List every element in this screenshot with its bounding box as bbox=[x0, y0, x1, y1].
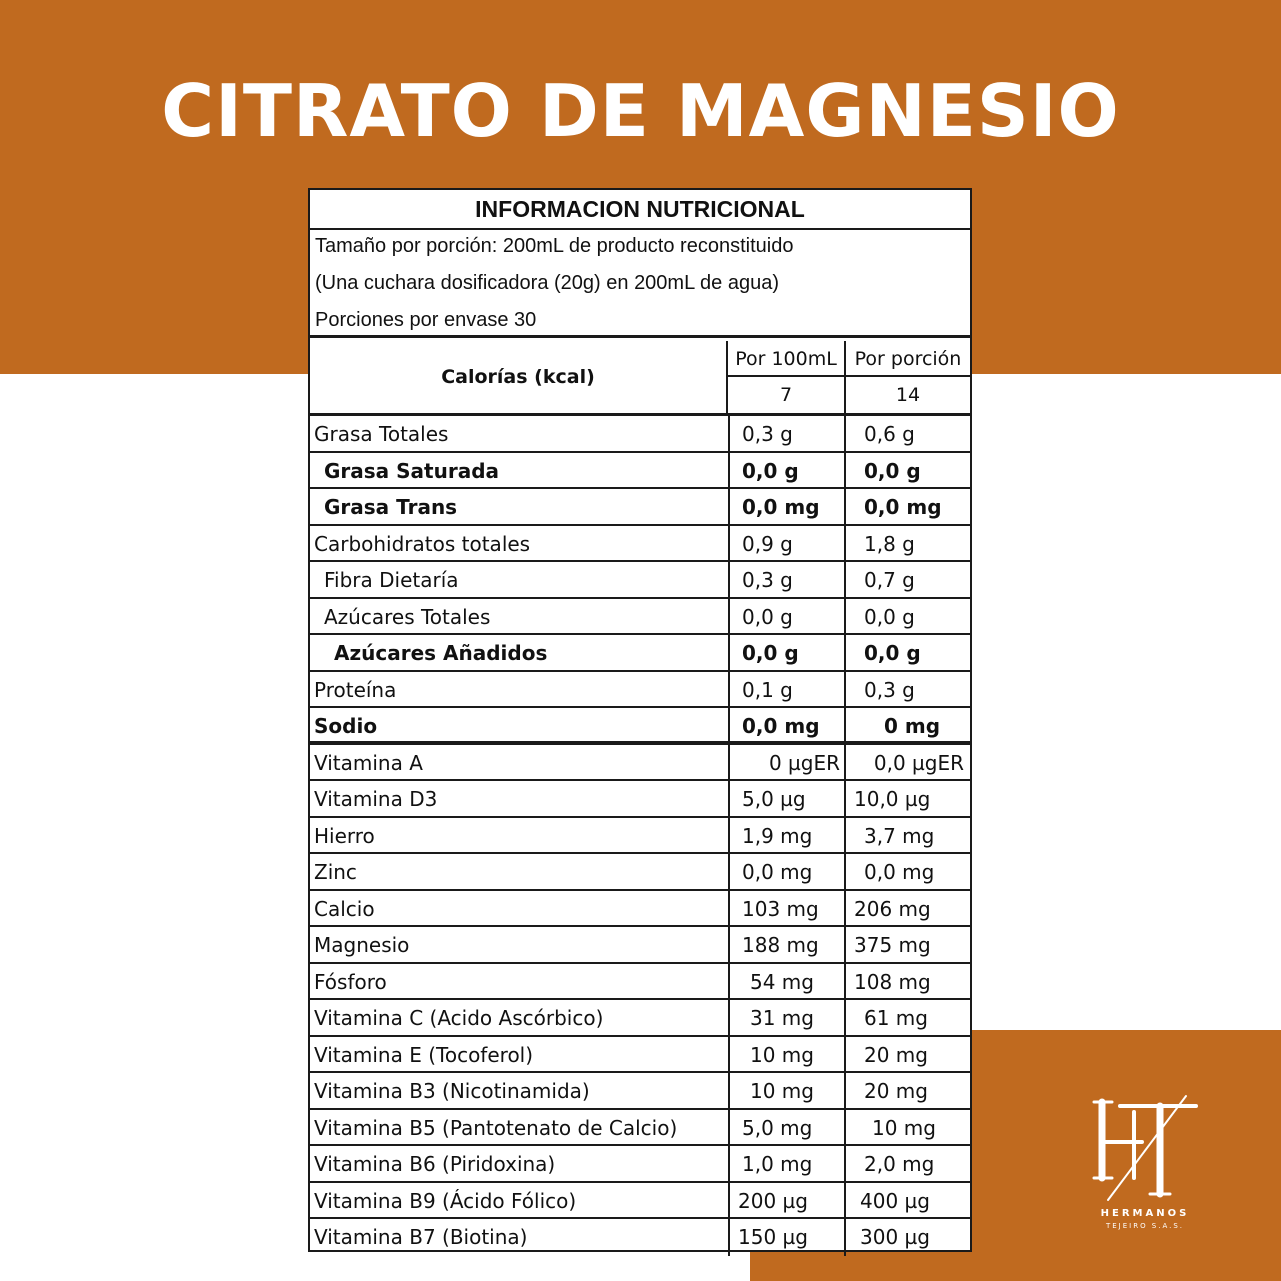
nutrient-name: Calcio bbox=[314, 896, 375, 921]
value-per-100ml: 1,0 mg bbox=[728, 1146, 846, 1181]
table-row bbox=[310, 526, 970, 563]
value-per-portion: 0,0 g bbox=[864, 604, 915, 629]
table-row bbox=[310, 1037, 970, 1074]
value-per-portion: 10,0 µg bbox=[854, 787, 931, 811]
value-per-100ml: 0,0 g bbox=[728, 635, 846, 670]
table-row bbox=[310, 1000, 970, 1037]
value-per-portion: 0,7 g bbox=[864, 568, 915, 592]
value-per-100ml: 5,0 µg bbox=[728, 781, 846, 816]
nutrient-name: Magnesio bbox=[314, 933, 410, 957]
value-per-portion: 206 mg bbox=[854, 896, 931, 921]
nutrient-name: Grasa Totales bbox=[314, 422, 449, 446]
value-per-100ml: 0,0 mg bbox=[728, 708, 846, 741]
nutrient-name: Azúcares Añadidos bbox=[334, 641, 548, 665]
table-row bbox=[310, 964, 970, 1001]
table-row bbox=[310, 453, 970, 490]
value-per-portion: 61 mg bbox=[864, 1006, 928, 1030]
serving-size: Tamaño por porción: 200mL de producto reconstituido bbox=[315, 235, 794, 257]
value-per-100ml: 54 mg bbox=[728, 964, 846, 999]
table-row bbox=[310, 745, 970, 782]
value-per-100ml: 0 µgER bbox=[728, 745, 846, 780]
value-per-portion: 108 mg bbox=[854, 969, 931, 994]
value-per-portion: 20 mg bbox=[864, 1042, 928, 1067]
value-per-100ml: 0,3 g bbox=[728, 562, 846, 597]
value-per-portion: 0,6 g bbox=[864, 422, 915, 446]
nutrient-name: Azúcares Totales bbox=[324, 604, 491, 629]
table-row bbox=[310, 1219, 970, 1256]
table-row bbox=[310, 416, 970, 453]
serving-info bbox=[310, 228, 970, 338]
table-row bbox=[310, 1146, 970, 1183]
calories-per-portion: 14 bbox=[895, 384, 921, 406]
serving-measure: (Una cuchara dosificadora (20g) en 200mL de agua) bbox=[315, 272, 779, 294]
nutrient-name: Vitamina E (Tocoferol) bbox=[314, 1042, 534, 1067]
table-row bbox=[310, 672, 970, 709]
value-per-portion: 3,7 mg bbox=[864, 823, 935, 848]
nutrient-name: Fósforo bbox=[314, 969, 387, 994]
nutrient-name: Sodio bbox=[314, 714, 378, 738]
page-title: CITRATO DE MAGNESIO bbox=[161, 69, 1120, 153]
table-row bbox=[310, 1110, 970, 1147]
table-title: INFORMACION NUTRICIONAL bbox=[310, 190, 970, 230]
calories-label: Calorías (kcal) bbox=[310, 341, 728, 413]
value-per-portion: 0,0 mg bbox=[864, 860, 935, 884]
table-row bbox=[310, 818, 970, 855]
value-per-portion: 300 µg bbox=[860, 1225, 930, 1249]
value-per-100ml: 0,0 g bbox=[728, 453, 846, 488]
value-per-100ml: 0,1 g bbox=[728, 672, 846, 707]
table-row bbox=[310, 1073, 970, 1110]
value-per-portion: 0,0 mg bbox=[864, 495, 942, 519]
calories-per-100ml: 7 bbox=[728, 377, 846, 413]
nutrient-name: Vitamina D3 bbox=[314, 787, 438, 811]
nutrient-name: Grasa Trans bbox=[324, 495, 458, 519]
nutrient-name: Vitamina B6 (Piridoxina) bbox=[314, 1152, 556, 1176]
value-per-portion: 0,0 µgER bbox=[873, 750, 964, 775]
value-per-100ml: 103 mg bbox=[728, 891, 846, 926]
nutrient-name: Proteína bbox=[314, 677, 397, 702]
value-per-100ml: 0,9 g bbox=[728, 526, 846, 561]
value-per-100ml: 150 µg bbox=[728, 1219, 846, 1256]
value-per-portion: 2,0 mg bbox=[864, 1152, 935, 1176]
brand-name: HERMANOS bbox=[1100, 1208, 1190, 1219]
value-per-100ml: 0,0 mg bbox=[728, 854, 846, 889]
value-per-100ml: 10 mg bbox=[728, 1073, 846, 1108]
value-per-100ml: 5,0 mg bbox=[728, 1110, 846, 1145]
nutrient-name: Vitamina A bbox=[314, 750, 423, 775]
value-per-portion: 0 mg bbox=[884, 714, 941, 738]
nutrient-name: Vitamina B5 (Pantotenato de Calcio) bbox=[314, 1115, 678, 1140]
table-row bbox=[310, 891, 970, 928]
nutrient-name: Fibra Dietaría bbox=[324, 568, 459, 592]
value-per-portion: 0,3 g bbox=[864, 677, 915, 702]
table-row bbox=[310, 635, 970, 672]
nutrient-rows bbox=[310, 416, 970, 1256]
table-row bbox=[310, 708, 970, 745]
nutrient-name: Vitamina B7 (Biotina) bbox=[314, 1225, 528, 1249]
servings-per-container: Porciones por envase 30 bbox=[315, 309, 537, 331]
nutrient-name: Zinc bbox=[314, 860, 357, 884]
value-per-100ml: 200 µg bbox=[728, 1183, 846, 1218]
col-header-per-100ml: Por 100mL bbox=[728, 341, 846, 377]
value-per-100ml: 188 mg bbox=[728, 927, 846, 962]
table-row bbox=[310, 1183, 970, 1220]
table-row bbox=[310, 599, 970, 636]
value-per-portion: 0,0 g bbox=[864, 458, 921, 483]
nutrient-name: Grasa Saturada bbox=[324, 458, 500, 483]
nutrient-name: Carbohidratos totales bbox=[314, 531, 531, 556]
value-per-100ml: 31 mg bbox=[728, 1000, 846, 1035]
table-row bbox=[310, 489, 970, 526]
value-per-portion: 400 µg bbox=[860, 1188, 930, 1213]
value-per-100ml: 0,0 g bbox=[728, 599, 846, 634]
value-per-portion: 0,0 g bbox=[864, 641, 921, 665]
table-row bbox=[310, 562, 970, 599]
table-row bbox=[310, 781, 970, 818]
value-per-100ml: 1,9 mg bbox=[728, 818, 846, 853]
value-per-portion: 10 mg bbox=[872, 1115, 936, 1140]
nutrient-name: Vitamina B3 (Nicotinamida) bbox=[314, 1079, 590, 1103]
value-per-portion: 375 mg bbox=[854, 933, 931, 957]
nutrient-name: Vitamina B9 (Ácido Fólico) bbox=[314, 1188, 577, 1213]
calories-block bbox=[310, 341, 970, 416]
value-per-portion: 1,8 g bbox=[864, 531, 915, 556]
brand-subtitle: TEJEIRO S.A.S. bbox=[1105, 1222, 1185, 1230]
value-per-portion: 20 mg bbox=[864, 1079, 928, 1103]
nutrient-name: Vitamina C (Acido Ascórbico) bbox=[314, 1006, 604, 1030]
table-row bbox=[310, 927, 970, 964]
nutrition-table bbox=[308, 188, 972, 1252]
nutrient-name: Hierro bbox=[314, 823, 375, 848]
value-per-100ml: 0,0 mg bbox=[728, 489, 846, 524]
table-row bbox=[310, 854, 970, 891]
col-header-per-portion: Por porción bbox=[846, 341, 970, 377]
value-per-100ml: 10 mg bbox=[728, 1037, 846, 1072]
value-per-100ml: 0,3 g bbox=[728, 416, 846, 451]
